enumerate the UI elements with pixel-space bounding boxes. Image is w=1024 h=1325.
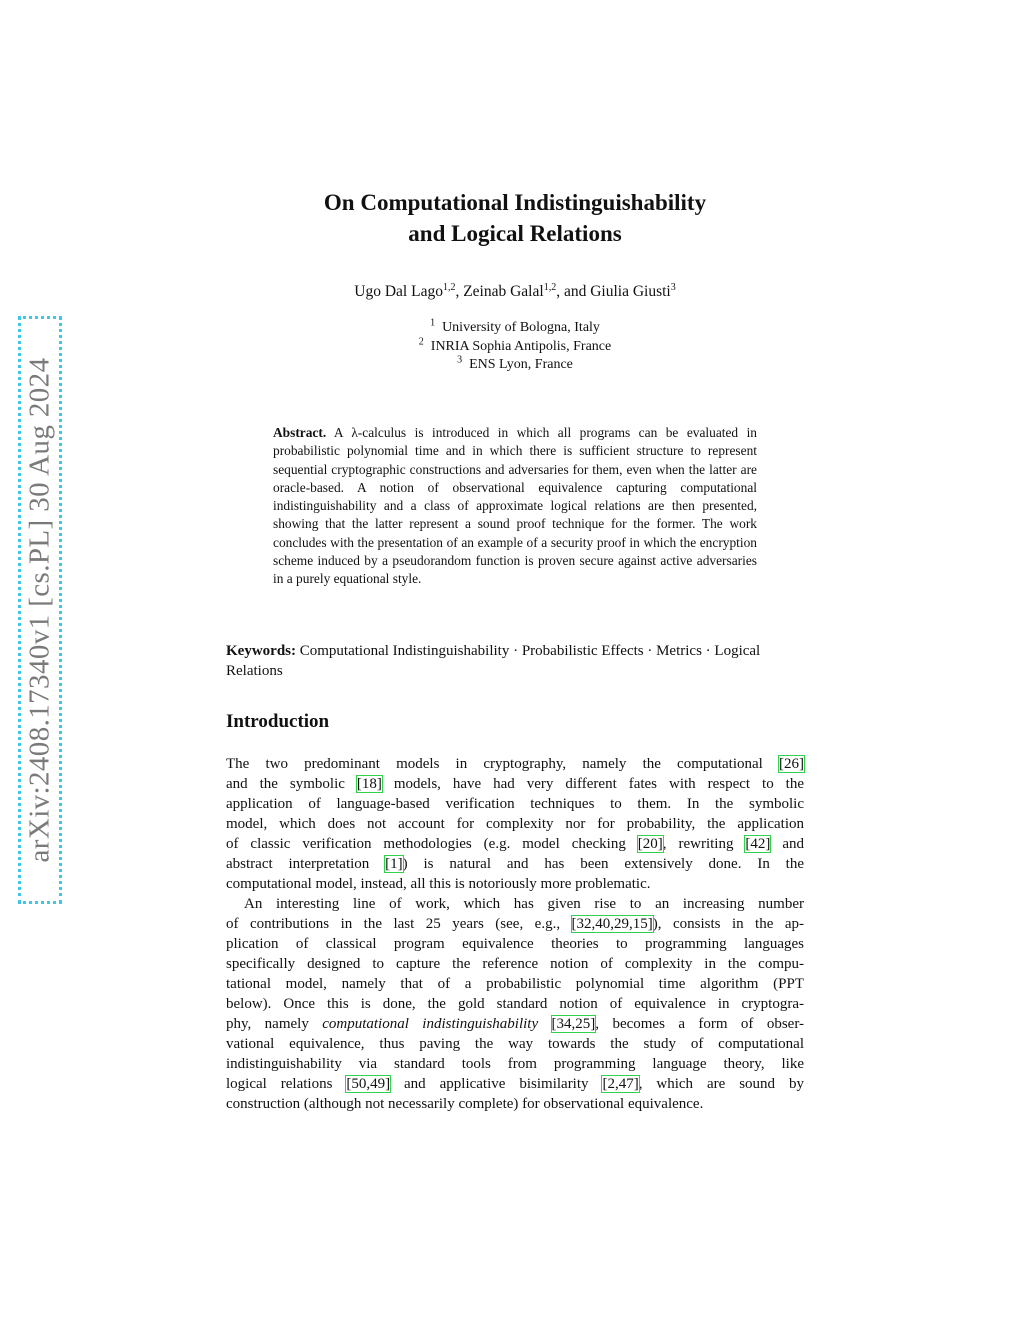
emphasis-term: computational indistinguishability — [322, 1016, 539, 1032]
text-run: logical relations — [226, 1076, 347, 1092]
citation-link[interactable]: [42] — [745, 836, 771, 852]
author-separator: , and — [556, 283, 591, 300]
affiliation-number: 2 — [418, 335, 424, 347]
arxiv-identifier: arXiv:2408.17340v1 [cs.PL] 30 Aug 2024 — [23, 357, 56, 863]
text-run: and the symbolic — [226, 776, 357, 792]
text-run — [538, 1016, 551, 1032]
citation-link[interactable]: [18] — [356, 776, 382, 792]
paragraph-line: specifically designed to capture the reference notion of complexity in the compu- — [226, 956, 804, 972]
keywords-text: Computational Indistinguishability · Probabilistic Effects · Metrics · Logical Relations — [226, 643, 761, 679]
affiliation-number: 1 — [430, 317, 436, 329]
affiliation — [226, 356, 804, 375]
paper-title — [226, 187, 804, 249]
citation-link[interactable]: [32,40,29,15] — [571, 916, 653, 932]
text-run: of contributions in the last 25 years (see, e.g., — [226, 916, 572, 932]
paragraph-line: plication of classical program equivalence theories to programming languages — [226, 936, 804, 952]
paragraph-line — [226, 1014, 804, 1034]
section-heading-introduction: Introduction — [226, 711, 330, 732]
author-name: Ugo Dal Lago — [354, 283, 443, 300]
paragraph-line — [226, 1074, 804, 1094]
paragraph-line — [226, 834, 804, 854]
title-line-1: On Computational Indistinguishability — [323, 190, 707, 215]
paragraph-line: construction (although not necessarily complete) for observational equivalence. — [226, 1096, 704, 1112]
affiliation — [226, 319, 804, 338]
paragraph-line — [226, 754, 804, 774]
author-list — [226, 283, 804, 301]
text-run: and applicative bisimilarity — [390, 1076, 603, 1092]
paragraph-line — [226, 854, 804, 874]
text-run: and — [770, 836, 804, 852]
abstract — [273, 424, 757, 589]
arxiv-sidebar-stamp — [18, 316, 62, 904]
author-affil-marker: 1,2 — [543, 281, 557, 293]
citation-link[interactable]: [20] — [637, 836, 663, 852]
affiliation — [226, 335, 804, 357]
introduction-body — [226, 754, 804, 1114]
keywords — [226, 641, 804, 681]
paragraph-line — [226, 774, 804, 794]
title-line-2: and Logical Relations — [408, 221, 622, 246]
text-run: The two predominant models in cryptography, namely the computational — [226, 756, 779, 772]
paragraph-line: tational model, namely that of a probabilistic polynomial time algorithm (PPT — [226, 976, 804, 992]
text-run: of classic verification methodologies (e.g. model checking — [226, 836, 638, 852]
author-name: Zeinab Galal — [463, 283, 544, 300]
author-affil-marker: 1,2 — [442, 281, 456, 293]
paragraph-line: application of language-based verification techniques to them. In the symbolic — [226, 796, 804, 812]
text-run: , which are sound by — [638, 1076, 804, 1092]
text-run: phy, namely — [226, 1016, 323, 1032]
affiliation-text: University of Bologna, Italy — [442, 320, 600, 335]
affiliation-number: 3 — [457, 354, 463, 366]
paragraph-line: An interesting line of work, which has given rise to an increasing number — [244, 896, 804, 912]
paragraph-line: vational equivalence, thus paving the way towards the study of computational — [226, 1036, 804, 1052]
affiliation-text: INRIA Sophia Antipolis, France — [430, 338, 612, 354]
paragraph-line: computational model, instead, all this is notoriously more problematic. — [226, 876, 651, 892]
citation-link[interactable]: [1] — [385, 856, 403, 872]
text-run: ) is natural and has been extensively done. In the — [402, 856, 804, 872]
text-run: abstract interpretation — [226, 856, 386, 872]
author-separator: , — [455, 283, 464, 300]
citation-link[interactable]: [2,47] — [602, 1076, 639, 1092]
citation-link[interactable]: [26] — [779, 756, 804, 772]
text-run: ), consists in the ap- — [652, 916, 804, 932]
abstract-label: Abstract. — [273, 425, 327, 440]
citation-link[interactable]: [34,25] — [551, 1016, 596, 1032]
text-run: models, have had very different fates with respect to the — [381, 776, 804, 792]
citation-link[interactable]: [50,49] — [346, 1076, 391, 1092]
author-name: Giulia Giusti — [590, 283, 671, 300]
text-run: , becomes a form of obser- — [595, 1016, 805, 1032]
affiliation-text: ENS Lyon, France — [469, 357, 573, 372]
paragraph-line: below). Once this is done, the gold standard notion of equivalence in cryptogra- — [226, 996, 804, 1012]
author-affil-marker: 3 — [670, 281, 676, 293]
affiliation-list — [226, 319, 804, 375]
paragraph-line: indistinguishability via standard tools from programming language theory, like — [226, 1056, 804, 1072]
keywords-label: Keywords: — [226, 643, 296, 659]
paragraph-line: model, which does not account for complexity nor for probability, the application — [226, 816, 804, 832]
abstract-text: A λ-calculus is introduced in which all programs can be evaluated in probabilistic polynomial time and in which there is sufficient structure to represent sequential cryptographic constructions and adversaries for them, even when the latter are oracle-based. A notion of observational equivalence capturing computational indistinguishability and a class of approximate logical relations are then presented, showing that the latter represent a sound proof technique for the former. The work concludes with the presentation of an example of a security proof in which the encryption scheme induced by a pseudorandom function is proven secure against active adversaries in a purely equational style. — [273, 425, 758, 587]
paragraph-line — [226, 914, 804, 934]
text-run: , rewriting — [662, 836, 746, 852]
